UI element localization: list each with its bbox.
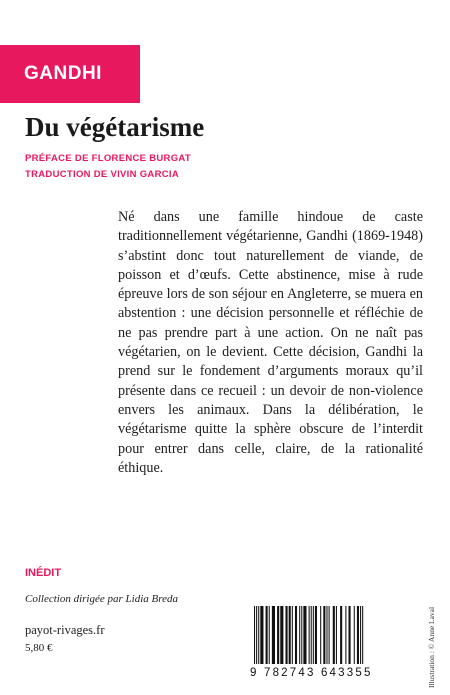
barcode-bar	[272, 606, 275, 664]
publisher-website[interactable]: payot-rivages.fr	[25, 623, 105, 637]
preface-credit: PRÉFACE DE FLORENCE BURGAT	[25, 153, 191, 164]
author-band	[0, 45, 140, 103]
isbn-barcode	[250, 604, 418, 690]
barcode-bar	[354, 606, 355, 664]
barcode-bar	[266, 606, 268, 664]
illustration-credit: Illustration : © Anne Laval	[427, 606, 436, 688]
barcode-bar	[360, 606, 361, 664]
barcode-bar	[345, 606, 346, 664]
translation-credit: TRADUCTION DE VIVIN GARCIA	[25, 169, 179, 180]
book-title: Du végétarisme	[25, 112, 205, 142]
barcode-bar	[340, 606, 342, 664]
price: 5,80 €	[25, 642, 53, 654]
inedit-badge: INÉDIT	[25, 567, 62, 579]
barcode-bar	[311, 606, 312, 664]
barcode-bar	[256, 606, 257, 664]
barcode-bar	[313, 606, 314, 664]
barcode-bar	[323, 606, 325, 664]
barcode-bar	[301, 606, 302, 664]
barcode-bar	[299, 606, 300, 664]
barcode-bar	[309, 606, 310, 664]
barcode-bar	[315, 606, 317, 664]
collection-editor: Collection dirigée par Lidia Breda	[25, 593, 178, 605]
barcode-bar	[303, 606, 306, 664]
barcode-bar	[269, 606, 270, 664]
barcode-bar	[295, 606, 297, 664]
barcode-bar	[329, 606, 330, 664]
barcode-bar	[286, 606, 288, 664]
barcode-bar	[258, 606, 259, 664]
back-cover-blurb: Né dans une famille hindoue de caste traditionnellement végétarienne, Gandhi (1869-1948) s’abstint donc tout naturellement de viande, de poisson et d’œufs. Cette abstinence, mise à rude épreuve lors de son séjour en Angleterre, se muera en abstention : une décision personnelle et réfléchie de ne pas prendre part à une action. On ne naît pas végétarien, on le devient. Cette décision, Gandhi la prend sur le fondement d’arguments moraux qu’il présente dans ce recueil : un devoir de non-violence envers les animaux. Dans la délibération, le végétarisme quitte la sphère obscure de l’interdit pour entrer dans celle, claire, de la rationalité éthique.	[118, 209, 423, 476]
barcode-digits: 9 782743 643355	[250, 667, 373, 679]
author-name: GANDHI	[24, 63, 102, 84]
barcode-bar	[326, 606, 327, 664]
barcode-bar	[277, 606, 279, 664]
barcode-bar	[289, 606, 291, 664]
barcode-bar	[280, 606, 283, 664]
barcode-bar	[333, 606, 335, 664]
barcode-bar	[357, 606, 359, 664]
barcode-bar	[260, 606, 263, 664]
barcode-bar	[292, 606, 293, 664]
barcode-bars	[250, 604, 418, 666]
barcode-bar	[254, 606, 255, 664]
barcode-bar	[349, 606, 351, 664]
barcode-bar	[336, 606, 337, 664]
barcode-bar	[320, 606, 321, 664]
barcode-bar	[362, 606, 363, 664]
